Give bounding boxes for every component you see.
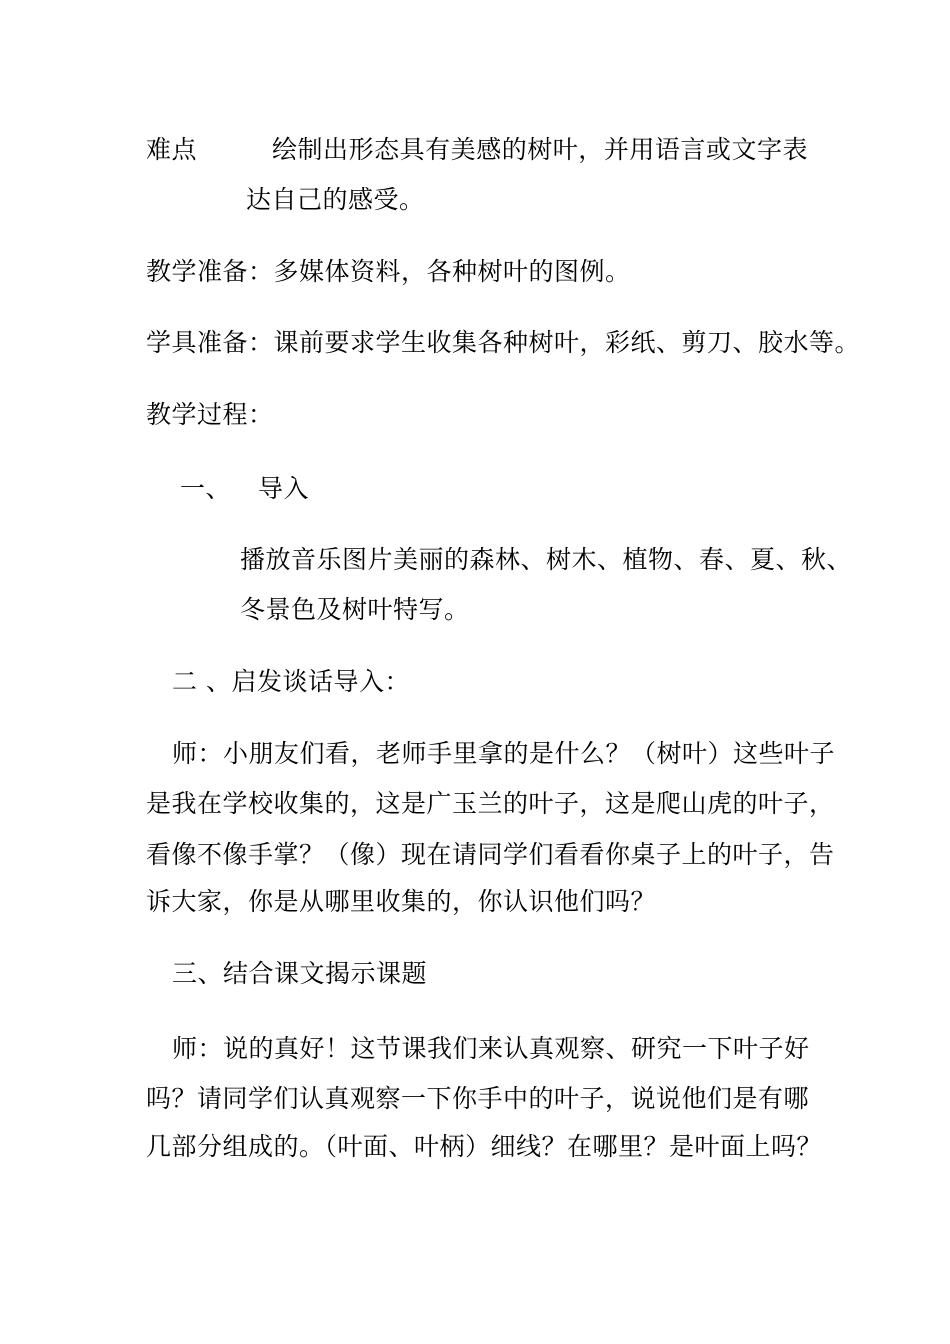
section-3-text-line-2: 吗？请同学们认真观察一下你手中的叶子，说说他们是有哪: [146, 1084, 810, 1113]
section-3-text-line-1: 师：说的真好！这节课我们来认真观察、研究一下叶子好: [172, 1034, 810, 1063]
student-prep: 学具准备：课前要求学生收集各种树叶，彩纸、剪刀、胶水等。: [146, 328, 861, 357]
section-2-text-line-3: 看像不像手掌？（像）现在请同学们看看你桌子上的叶子，告: [146, 840, 835, 869]
section-1-title: 导入: [258, 474, 310, 503]
section-2-text-line-1: 师：小朋友们看，老师手里拿的是什么？（树叶）这些叶子: [172, 739, 836, 768]
section-1-number: 一、: [180, 474, 232, 503]
section-3-heading: 三、结合课文揭示课题: [172, 959, 428, 988]
difficulty-text-line-2: 达自己的感受。: [246, 185, 425, 214]
section-2-text-line-2: 是我在学校收集的，这是广玉兰的叶子，这是爬山虎的叶子，: [146, 789, 835, 818]
section-2-text-line-4: 诉大家，你是从哪里收集的，你认识他们吗？: [146, 887, 657, 916]
teaching-prep: 教学准备：多媒体资料，各种树叶的图例。: [146, 257, 631, 286]
section-2-heading: 二 、启发谈话导入：: [172, 667, 410, 696]
difficulty-label: 难点: [146, 135, 198, 164]
difficulty-text-line-1: 绘制出形态具有美感的树叶，并用语言或文字表: [272, 135, 808, 164]
section-3-text-line-3: 几部分组成的。（叶面、叶柄）细线？在哪里？是叶面上吗？: [146, 1132, 823, 1161]
section-1-text-line-2: 冬景色及树叶特写。: [240, 595, 470, 624]
process-heading: 教学过程：: [146, 400, 274, 429]
section-1-text-line-1: 播放音乐图片美丽的森林、树木、植物、春、夏、秋、: [240, 545, 853, 574]
